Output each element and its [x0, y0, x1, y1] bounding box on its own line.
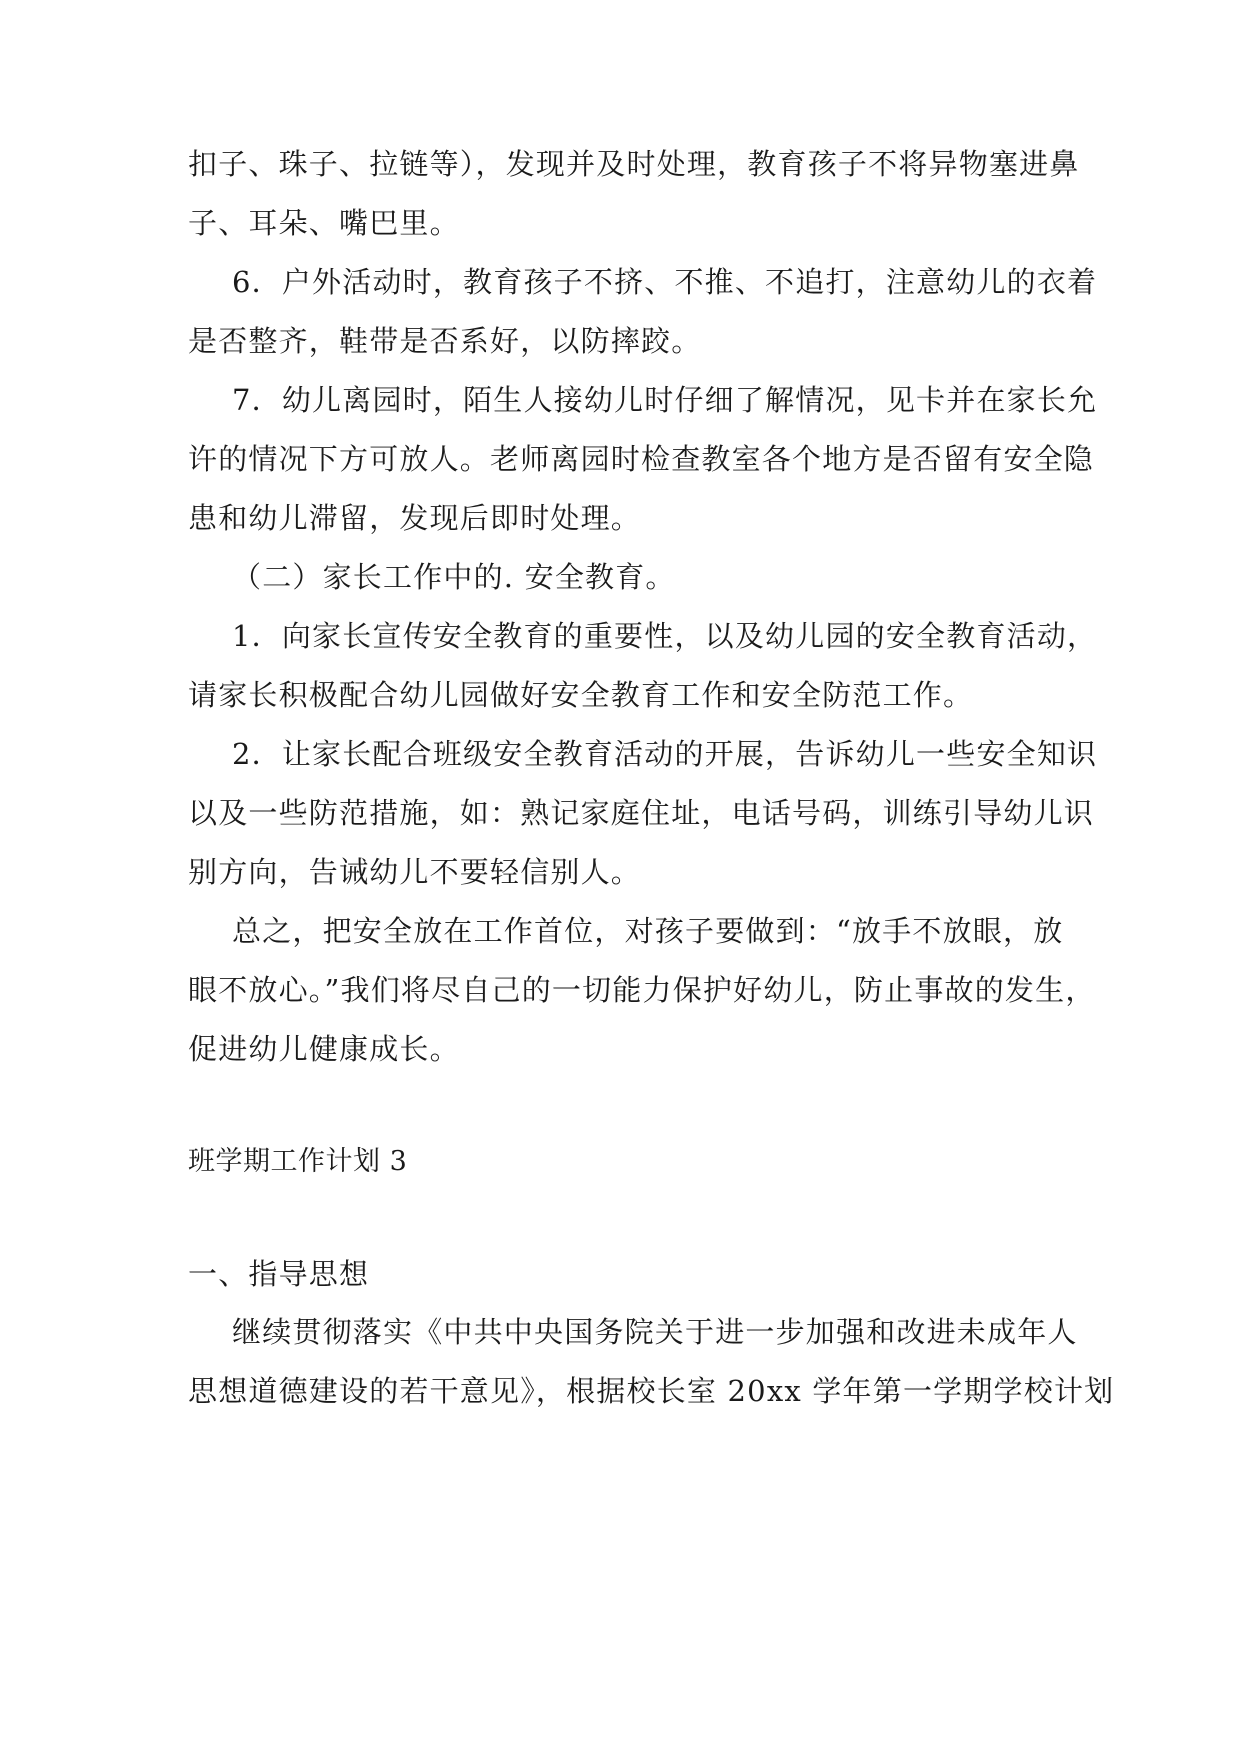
paragraph-line: 子、耳朵、嘴巴里。 [188, 206, 460, 240]
paragraph-line: 请家长积极配合幼儿园做好安全教育工作和安全防范工作。 [188, 678, 974, 712]
paragraph-line: 别方向，告诫幼儿不要轻信别人。 [188, 855, 642, 889]
paragraph-line: 眼不放心。”我们将尽自己的一切能力保护好幼儿，防止事故的发生， [188, 973, 1096, 1007]
section-heading: （二）家长工作中的. 安全教育。 [232, 560, 676, 594]
paragraph-line: 促进幼儿健康成长。 [188, 1032, 460, 1066]
paragraph-line: 继续贯彻落实《中共中央国务院关于进一步加强和改进未成年人 [232, 1315, 1078, 1349]
list-item-2: 2．让家长配合班级安全教育活动的开展，告诉幼儿一些安全知识 [232, 737, 1098, 771]
paragraph-line: 许的情况下方可放人。老师离园时检查教室各个地方是否留有安全隐 [188, 442, 1095, 476]
summary-paragraph: 总之，把安全放在工作首位，对孩子要做到：“放手不放眼，放 [232, 914, 1064, 948]
document-title: 班学期工作计划 3 [188, 1146, 408, 1177]
paragraph-line: 扣子、珠子、拉链等），发现并及时处理，教育孩子不将异物塞进鼻 [188, 147, 1080, 181]
paragraph-line: 是否整齐，鞋带是否系好，以防摔跤。 [188, 324, 702, 358]
list-item-7: 7．幼儿离园时，陌生人接幼儿时仔细了解情况，见卡并在家长允 [232, 383, 1098, 417]
paragraph-line: 以及一些防范措施，如：熟记家庭住址，电话号码，训练引导幼儿识 [188, 796, 1095, 830]
section-heading: 一、指导思想 [188, 1257, 370, 1291]
list-item-6: 6．户外活动时，教育孩子不挤、不推、不追打，注意幼儿的衣着 [232, 265, 1098, 299]
paragraph-line: 患和幼儿滞留，发现后即时处理。 [188, 501, 642, 535]
list-item-1: 1．向家长宣传安全教育的重要性，以及幼儿园的安全教育活动， [232, 619, 1098, 653]
paragraph-line: 思想道德建设的若干意见》，根据校长室 20xx 学年第一学期学校计划 [188, 1374, 1115, 1408]
